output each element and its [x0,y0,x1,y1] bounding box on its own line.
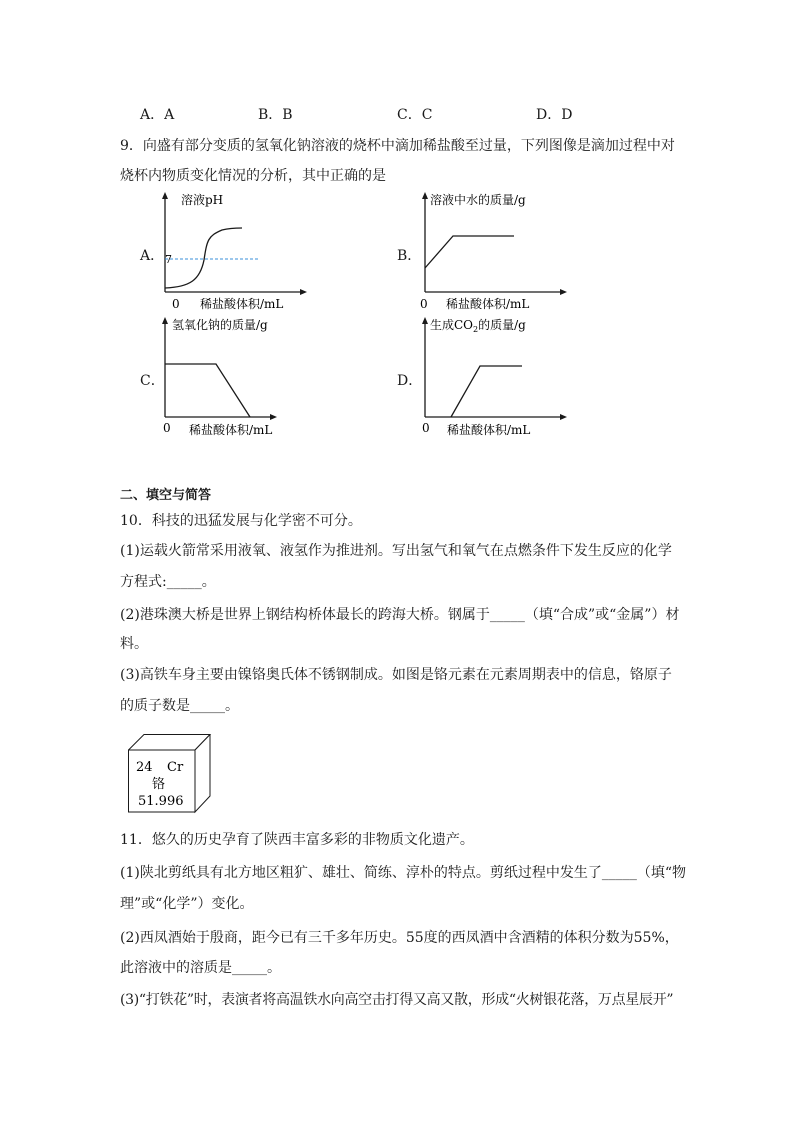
graph-b-ylabel: 溶液中水的质量/g [430,193,526,207]
q10-p3b: 的质子数是_____。 [120,698,239,714]
graph-b-option: B． [397,248,422,264]
element-symbol: Cr [167,760,184,775]
section-heading: 二、填空与简答 [120,488,212,503]
q11-p2a: (2)西凤酒始于殷商，距今已有三千多年历史。55度的西凤酒中含酒精的体积分数为55%， [120,930,679,946]
option-d: D．D [536,107,573,123]
q11-p1a: (1)陕北剪纸具有北方地区粗犷、雄壮、简练、淳朴的特点。剪纸过程中发生了_____（填“物 [120,865,686,881]
q11-title: 11．悠久的历史孕育了陕西丰富多彩的非物质文化遗产。 [120,832,474,848]
graph-d-origin: 0 [422,421,430,435]
graph-c-origin: 0 [163,421,171,435]
graph-c-option: C． [140,373,165,389]
option-a: A．A [140,107,175,123]
graph-a-xlabel: 稀盐酸体积/mL [200,297,284,311]
element-name: 铬 [152,777,166,792]
q10-p2b: 料。 [120,636,148,652]
graph-c-xlabel: 稀盐酸体积/mL [189,423,273,437]
graph-a-ylabel: 溶液pH [181,193,224,207]
element-number: 24 [136,760,153,775]
graph-b-origin: 0 [420,297,428,311]
graph-c [150,313,320,441]
q11-p3a: (3)“打铁花”时，表演者将高温铁水向高空击打得又高又散，形成“火树银花落，万点星辰开” [120,992,674,1008]
graph-a-option: A． [140,248,165,264]
q10-title: 10．科技的迅猛发展与化学密不可分。 [120,513,362,529]
element-mass: 51.996 [138,794,184,809]
q10-p2a: (2)港珠澳大桥是世界上钢结构桥体最长的跨海大桥。钢属于_____（填“合成”或“金属”）材 [120,607,680,623]
option-b: B．B [258,107,293,123]
graph-b [410,188,585,316]
graph-b-xlabel: 稀盐酸体积/mL [446,297,530,311]
graph-d [410,313,585,441]
element-cube [128,734,214,814]
q9-line1: 9．向盛有部分变质的氢氧化钠溶液的烧杯中滴加稀盐酸至过量，下列图像是滴加过程中对 [120,138,675,154]
graph-d-xlabel: 稀盐酸体积/mL [447,423,531,437]
q11-p1b: 理”或“化学”）变化。 [120,896,254,912]
q10-p1a: (1)运载火箭常采用液氧、液氢作为推进剂。写出氢气和氧气在点燃条件下发生反应的化学 [120,543,672,559]
q9-line2: 烧杯内物质变化情况的分析，其中正确的是 [120,168,386,184]
graph-d-ylabel: 生成$CO_2$的质量/g [430,318,526,334]
graph-c-ylabel: 氢氧化钠的质量/g [172,318,268,332]
option-c: C．C [397,107,433,123]
graph-a [150,188,320,316]
q10-p1b: 方程式:_____。 [120,574,216,590]
graph-a-ytick: 7 [165,253,172,266]
q10-p3a: (3)高铁车身主要由镍铬奥氏体不锈钢制成。如图是铬元素在元素周期表中的信息，铬原子 [120,667,672,683]
q11-p2b: 此溶液中的溶质是_____。 [120,960,281,976]
graph-d-option: D． [397,373,423,389]
graph-a-origin: 0 [172,297,180,311]
